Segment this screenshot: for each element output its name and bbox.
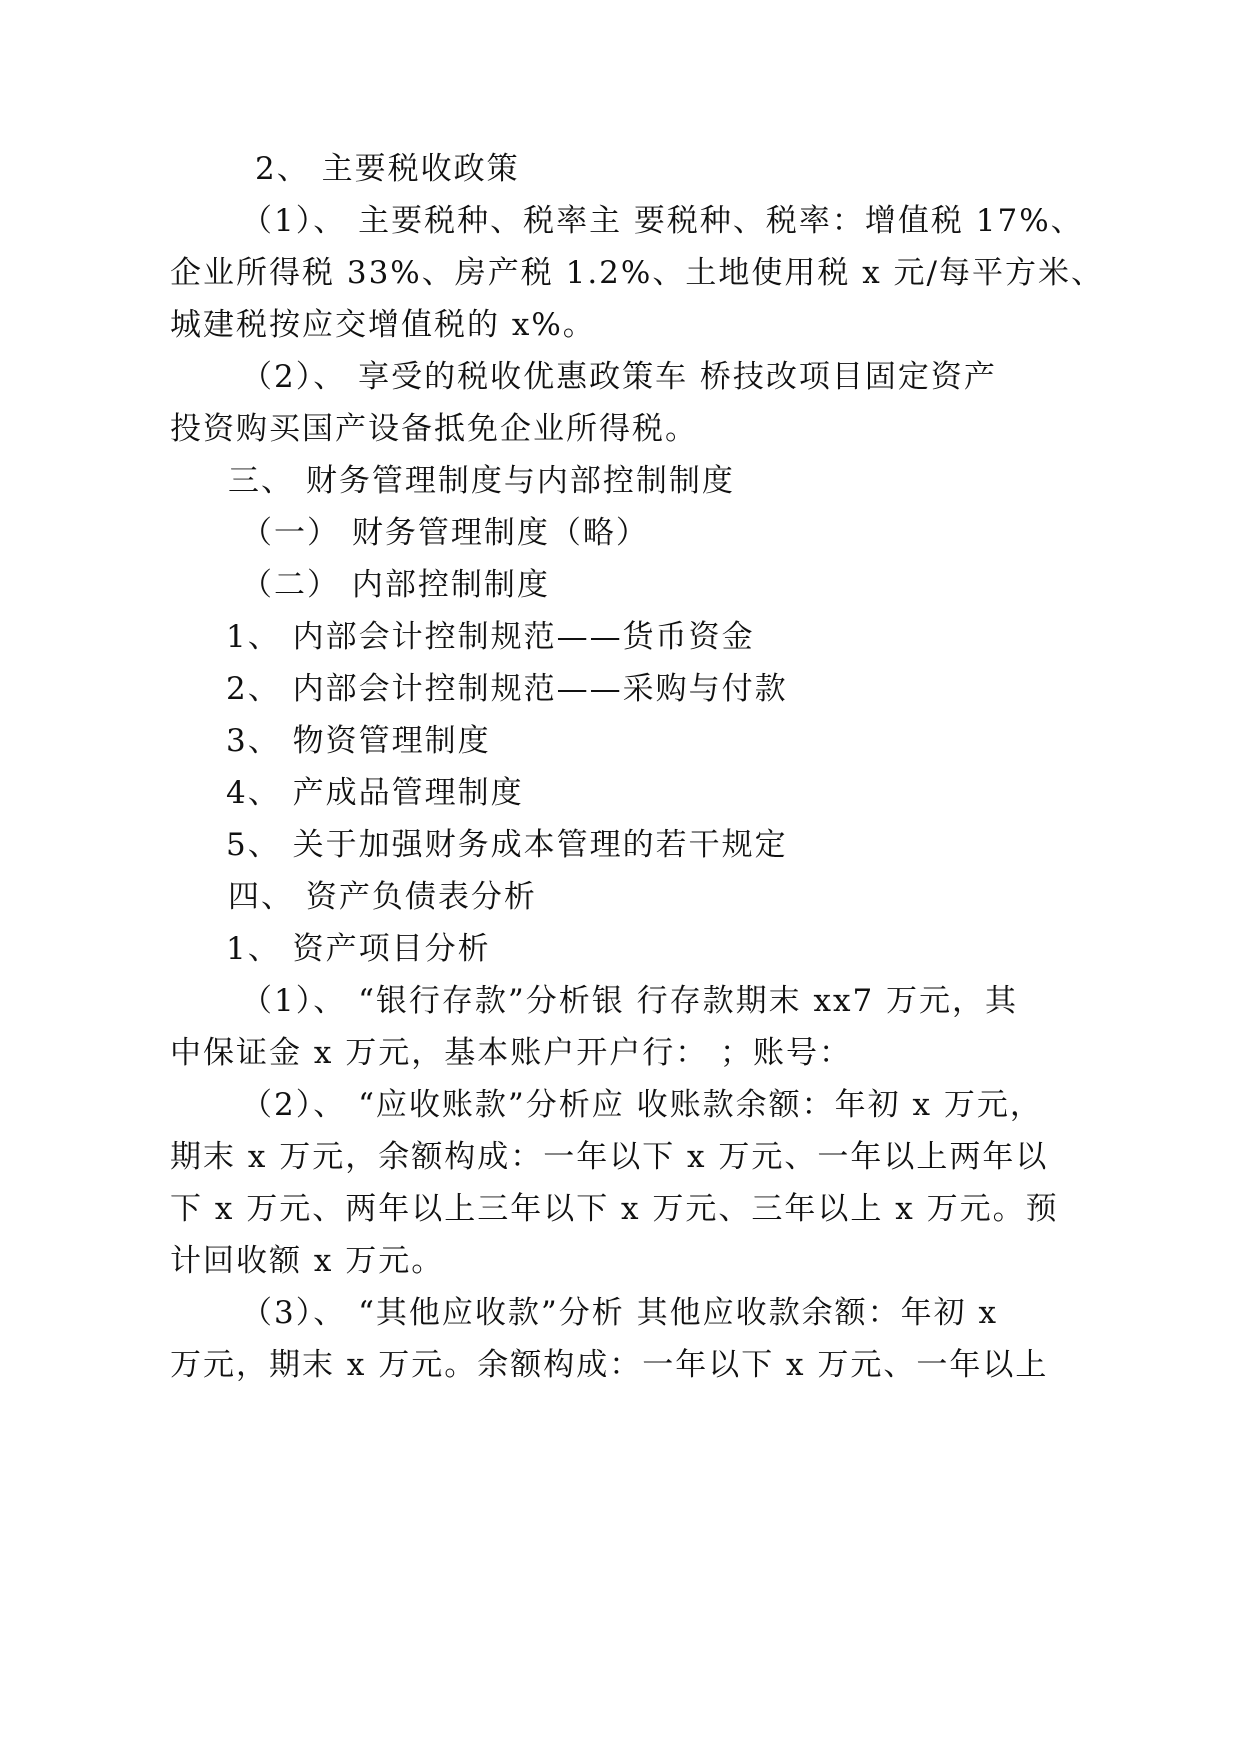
heading-tax-policy: 2、 主要税收政策 bbox=[255, 151, 520, 187]
list-item: 2、 内部会计控制规范——采购与付款 bbox=[226, 671, 788, 707]
subheading-internal-control: （二） 内部控制制度 bbox=[241, 567, 550, 603]
paragraph-line: 计回收额 x 万元。 bbox=[170, 1243, 445, 1279]
paragraph-line: （2）、 享受的税收优惠政策车 桥技改项目固定资产 bbox=[241, 359, 997, 395]
list-item: 4、 产成品管理制度 bbox=[226, 775, 524, 811]
paragraph-line: （2）、 “应收账款”分析应 收账款余额：年初 x 万元， bbox=[241, 1087, 1043, 1123]
paragraph-line: （3）、 “其他应收款”分析 其他应收款余额：年初 x bbox=[241, 1295, 998, 1331]
list-item: 1、 内部会计控制规范——货币资金 bbox=[226, 619, 755, 655]
paragraph-line: 中保证金 x 万元，基本账户开户行： ；账号： bbox=[170, 1035, 853, 1071]
paragraph-line: （1）、 “银行存款”分析银 行存款期末 xx7 万元，其 bbox=[241, 983, 1019, 1019]
paragraph-line: 万元，期末 x 万元。余额构成：一年以下 x 万元、一年以上 bbox=[170, 1347, 1049, 1383]
heading-balance-sheet: 四、 资产负债表分析 bbox=[228, 879, 537, 915]
paragraph-line: 下 x 万元、两年以上三年以下 x 万元、三年以上 x 万元。预 bbox=[170, 1191, 1059, 1227]
subheading-asset-analysis: 1、 资产项目分析 bbox=[226, 931, 491, 967]
paragraph-line: （1）、 主要税种、税率主 要税种、税率：增值税 17%、 bbox=[241, 203, 1084, 239]
paragraph-line: 期末 x 万元，余额构成：一年以下 x 万元、一年以上两年以 bbox=[170, 1139, 1049, 1175]
list-item: 5、 关于加强财务成本管理的若干规定 bbox=[226, 827, 788, 863]
paragraph-line: 投资购买国产设备抵免企业所得税。 bbox=[170, 411, 698, 447]
paragraph-line: 城建税按应交增值税的 x%。 bbox=[170, 307, 596, 343]
subheading-finance-management: （一） 财务管理制度（略） bbox=[241, 515, 649, 551]
heading-finance-control: 三、 财务管理制度与内部控制制度 bbox=[228, 463, 735, 499]
list-item: 3、 物资管理制度 bbox=[226, 723, 491, 759]
paragraph-line: 企业所得税 33%、房产税 1.2%、土地使用税 x 元/每平方米、 bbox=[170, 255, 1104, 291]
